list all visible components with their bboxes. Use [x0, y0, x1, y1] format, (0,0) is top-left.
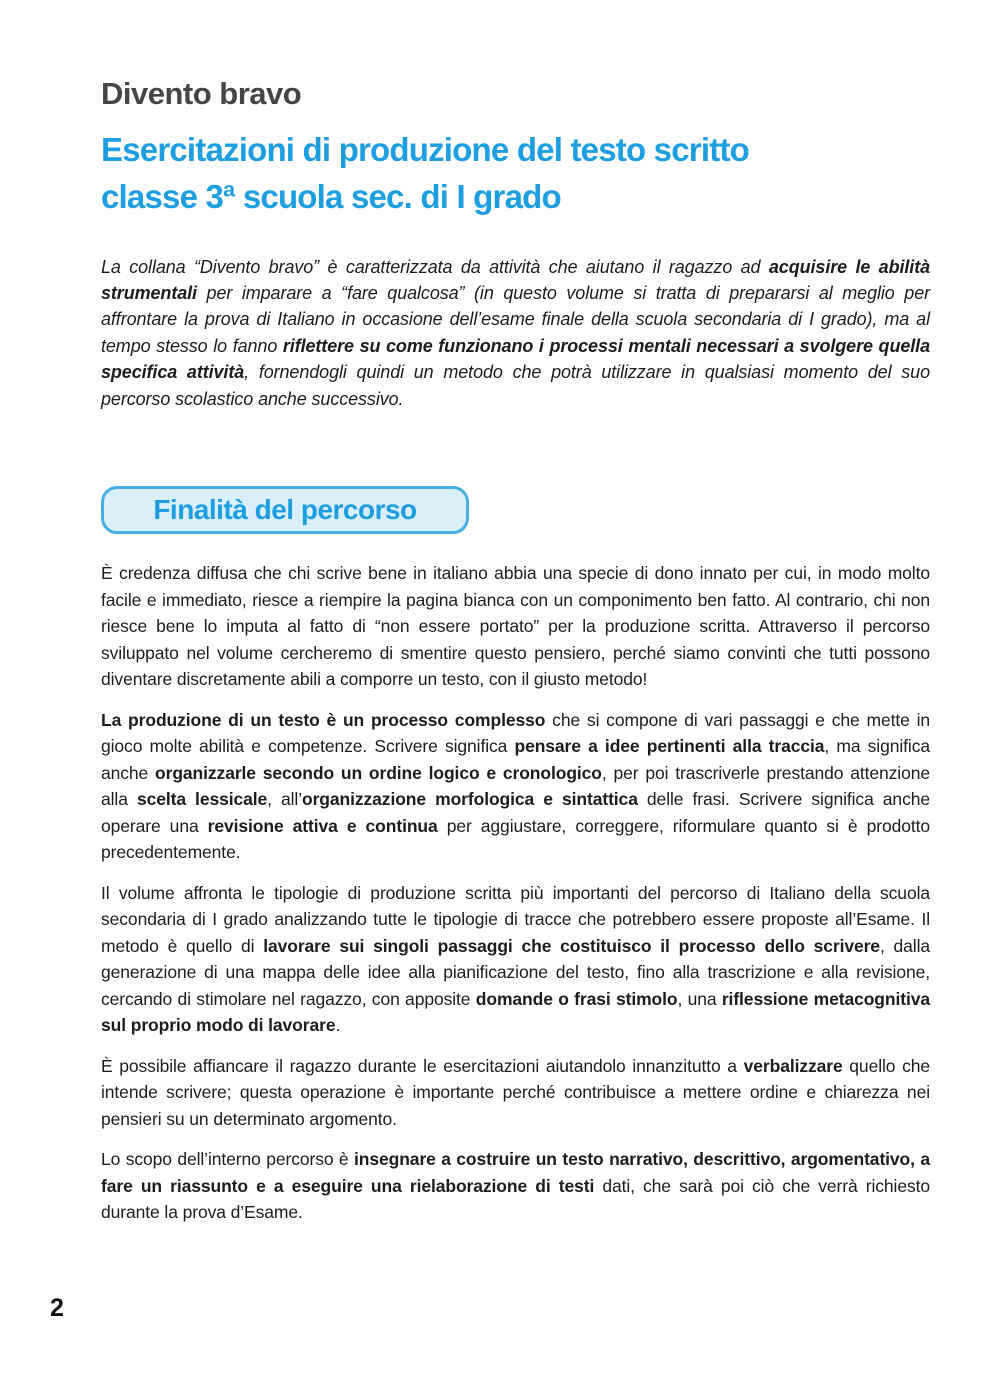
volume-title	[101, 126, 930, 220]
page-header	[101, 76, 930, 220]
body-paragraph-5: Lo scopo dell’interno percorso è insegnare a costruire un testo narrativo, descrittivo, argomentativo, a fare un riassunto e a eseguire una rielaborazione di testi dati, che sarà poi ciò che verrà richiesto durante la prova d’Esame.	[101, 1149, 930, 1223]
series-title: Divento bravo	[101, 76, 302, 111]
body-paragraph-1: È credenza diffusa che chi scrive bene in italiano abbia una specie di dono innato per cui, in modo molto facile e immediato, riesce a riempire la pagina bianca con un componimento ben fatto. Al contrario, chi non riesce bene lo imputa al fatto di “non essere portato” per la produzione scritta. Attraverso il percorso sviluppato nel volume cercheremo di smentire questo pensiero, perché siamo convinti che tutti possono diventare discretamente abili a comporre un testo, con il giusto metodo!	[101, 563, 930, 690]
body-paragraph-2: La produzione di un testo è un processo complesso che si compone di vari passaggi e che mette in gioco molte abilità e competenze. Scrivere significa pensare a idee pertinenti alla traccia, ma significa anche organizzarle secondo un ordine logico e cronologico, per poi trascriverle prestando attenzione alla scelta lessicale, all’organizzazione morfologica e sintattica delle frasi. Scrivere significa anche operare una revisione attiva e continua per aggiustare, correggere, riformulare quanto si è prodotto precedentemente.	[101, 709, 931, 863]
volume-title-line2: classe 3ª scuola sec. di I grado	[101, 177, 561, 215]
volume-title-line1: Esercitazioni di produzione del testo scritto	[101, 130, 749, 168]
section-heading: Finalità del percorso	[153, 494, 417, 526]
section-heading-box	[101, 486, 469, 534]
intro-paragraph: La collana “Divento bravo” è caratterizzata da attività che aiutano il ragazzo ad acquisire le abilità strumentali per imparare a “fare qualcosa” (in questo volume si tratta di prepararsi al meglio per affrontare la prova di Italiano in occasione dell’esame finale della scuola secondaria di I grado), ma al tempo stesso lo fanno riflettere su come funzionano i processi mentali necessari a svolgere quella specifica attività, fornendogli quindi un metodo che potrà utilizzare in qualsiasi momento del suo percorso scolastico anche successivo.	[101, 256, 930, 409]
body-paragraph-3: Il volume affronta le tipologie di produzione scritta più importanti del percorso di Italiano della scuola secondaria di I grado analizzando tutte le tipologie di tracce che potrebbero essere proposte all’Esame. Il metodo è quello di lavorare sui singoli passaggi che costituisco il processo dello scrivere, dalla generazione di una mappa delle idee alla pianificazione del testo, fino alla trascrizione e alla revisione, cercando di stimolare nel ragazzo, con apposite domande o frasi stimolo, una riflessione metacognitiva sul proprio modo di lavorare.	[101, 882, 931, 1036]
body-paragraph-4: È possibile affiancare il ragazzo durante le esercitazioni aiutandolo innanzitutto a verbalizzare quello che intende scrivere; questa operazione è importante perché contribuisce a mettere ordine e chiarezza nei pensieri su un determinato argomento.	[101, 1055, 930, 1129]
page-number: 2	[50, 1294, 64, 1322]
